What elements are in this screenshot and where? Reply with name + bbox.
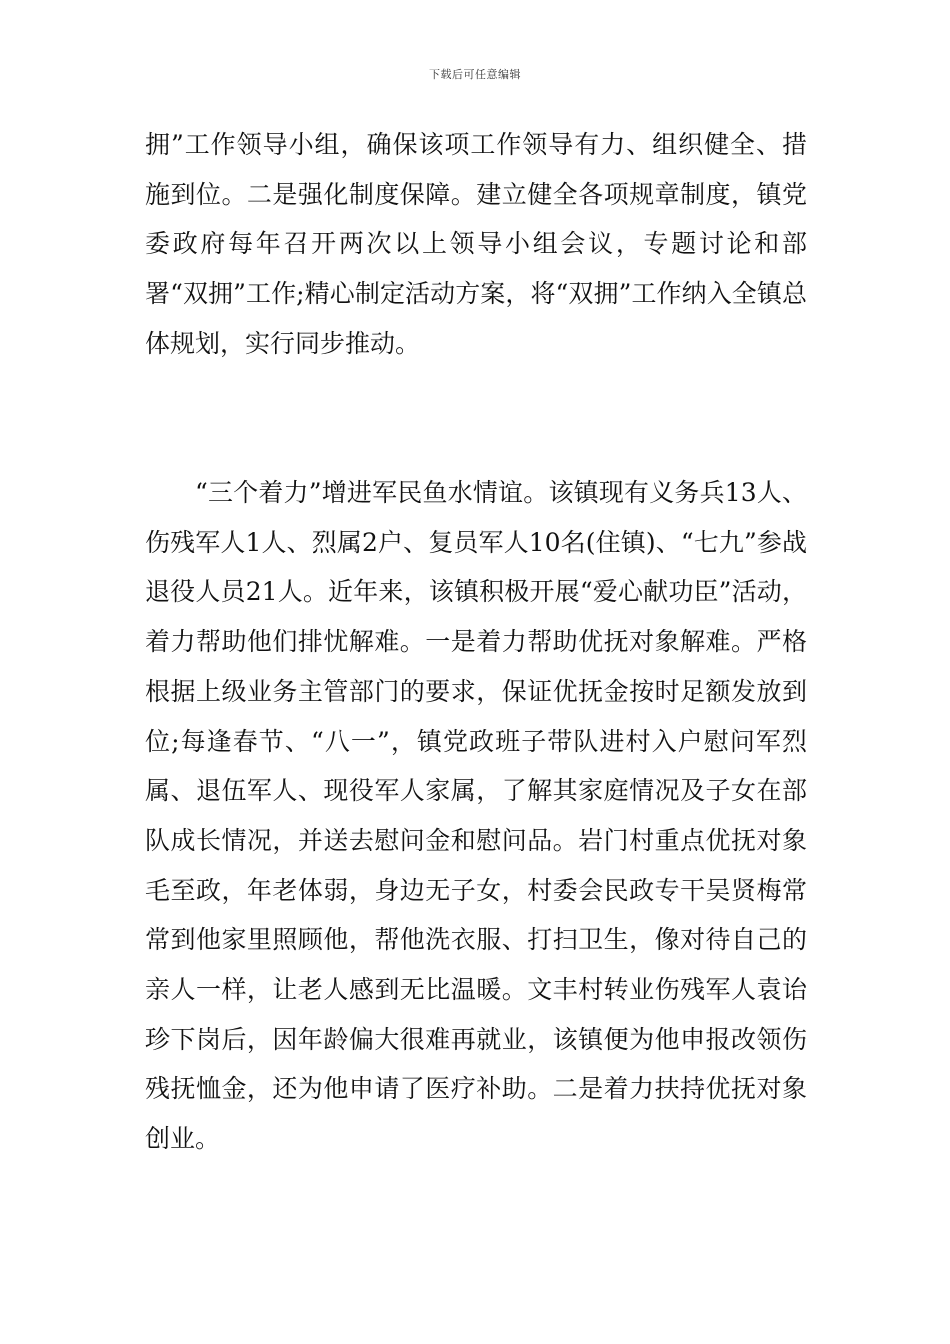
body-paragraph-2: “三个着力”增进军民鱼水情谊。该镇现有义务兵13人、伤残军人1人、烈属2户、复员军人10名(住镇)、“七九”参战退役人员21人。近年来，该镇积极开展“爱心献功臣”活动，着力帮助他们排忧解难。一是着力帮助优抚对象解难。严格根据上级业务主管部门的要求，保证优抚金按时足额发放到位;每逢春节、“八一”，镇党政班子带队进村入户慰问军烈属、退伍军人、现役军人家属，了解其家庭情况及子女在部队成长情况，并送去慰问金和慰问品。岩门村重点优抚对象毛至政，年老体弱，身边无子女，村委会民政专干吴贤梅常常到他家里照顾他，帮他洗衣服、打扫卫生，像对待自己的亲人一样，让老人感到无比温暖。文丰村转业伤残军人袁诒珍下岗后，因年龄偏大很难再就业，该镇便为他申报改领伤残抚恤金，还为他申请了医疗补助。二是着力扶持优抚对象创业。: [145, 478, 807, 1154]
page-header-note: 下载后可任意编辑: [429, 68, 521, 81]
body-paragraph-1: 拥”工作领导小组，确保该项工作领导有力、组织健全、措施到位。二是强化制度保障。建立健全各项规章制度，镇党委政府每年召开两次以上领导小组会议，专题讨论和部署“双拥”工作;精心制定活动方案，将“双拥”工作纳入全镇总体规划，实行同步推动。: [145, 130, 807, 358]
